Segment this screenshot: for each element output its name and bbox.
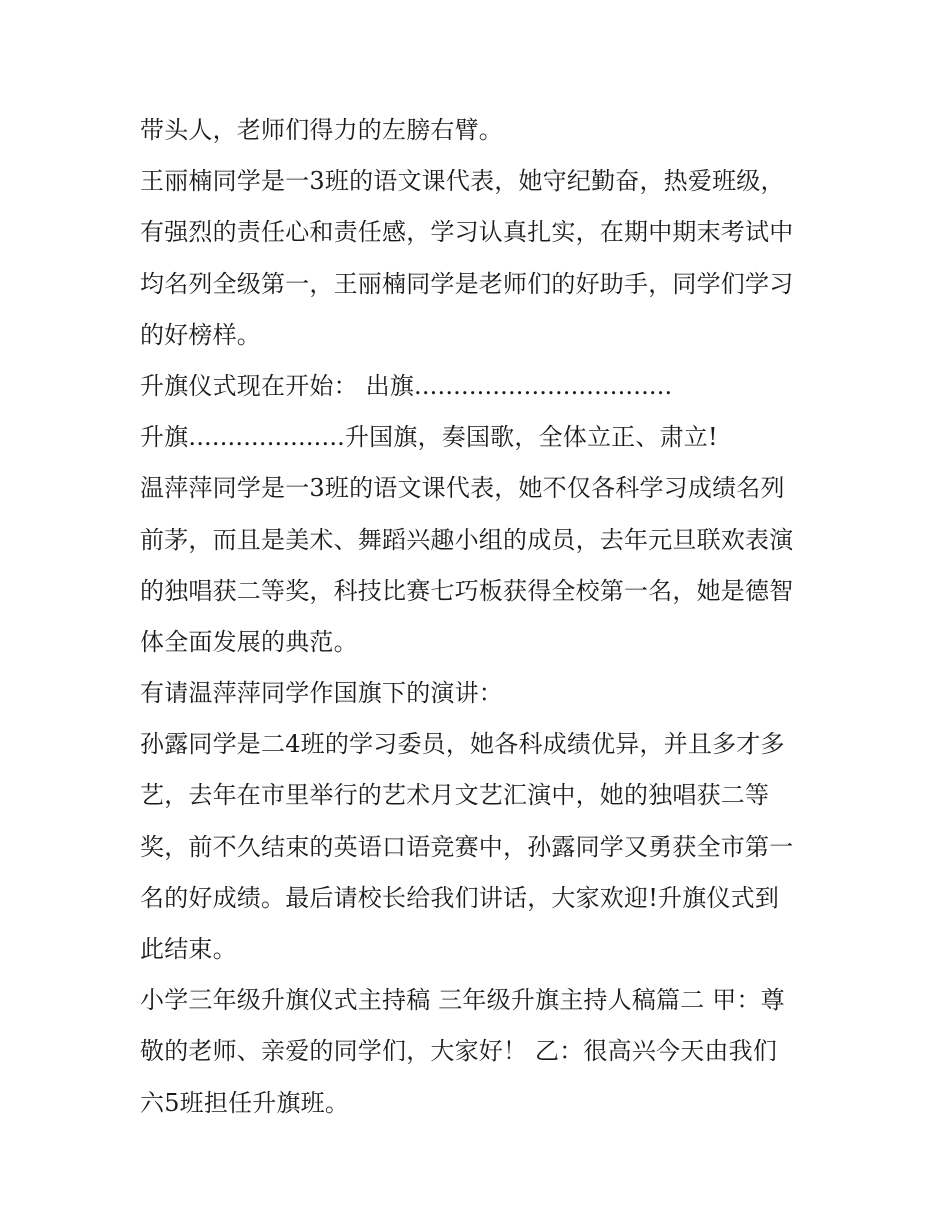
text-line: 名的好成绩。最后请校长给我们讲话，大家欢迎!升旗仪式到 [140,883,780,912]
text-line: 六5班担任升旗班。 [140,1088,350,1117]
text-line: 的独唱获二等奖，科技比赛七巧板获得全校第一名，她是德智 [140,576,794,605]
text-line: 奖，前不久结束的英语口语竞赛中，孙露同学又勇获全市第一 [140,832,794,861]
text-line: 王丽楠同学是一3班的语文课代表，她守纪勤奋，热爱班级， [140,167,785,196]
text-line: 升旗....................升国旗，奏国歌，全体立正、肃立! [140,423,718,452]
document-body [140,105,820,1129]
text-line: 温萍萍同学是一3班的语文课代表，她不仅各科学习成绩名列 [140,474,785,503]
text-line: 艺，去年在市里举行的艺术月文艺汇演中，她的独唱获二等 [140,781,770,810]
text-line: 敬的老师、亲爱的同学们，大家好！ 乙：很高兴今天由我们 [140,1037,778,1066]
text-line: 此结束。 [140,935,237,963]
text-line: 有强烈的责任心和责任感，学习认真扎实，在期中期末考试中 [140,218,794,247]
text-line: 均名列全级第一，王丽楠同学是老师们的好助手，同学们学习 [140,269,794,298]
text-line: 前茅，而且是美术、舞蹈兴趣小组的成员，去年元旦联欢表演 [140,525,794,554]
text-line: 有请温萍萍同学作国旗下的演讲： [140,679,503,708]
text-line: 的好榜样。 [140,320,261,349]
text-line: 体全面发展的典范。 [140,627,358,656]
text-line: 小学三年级升旗仪式主持稿 三年级升旗主持人稿篇二 甲：尊 [140,986,785,1015]
text-line: 升旗仪式现在开始： 出旗................................. [140,371,673,400]
text-line: 孙露同学是二4班的学习委员，她各科成绩优异，并且多才多 [140,730,785,759]
text-line: 带头人，老师们得力的左膀右臂。 [140,116,503,144]
